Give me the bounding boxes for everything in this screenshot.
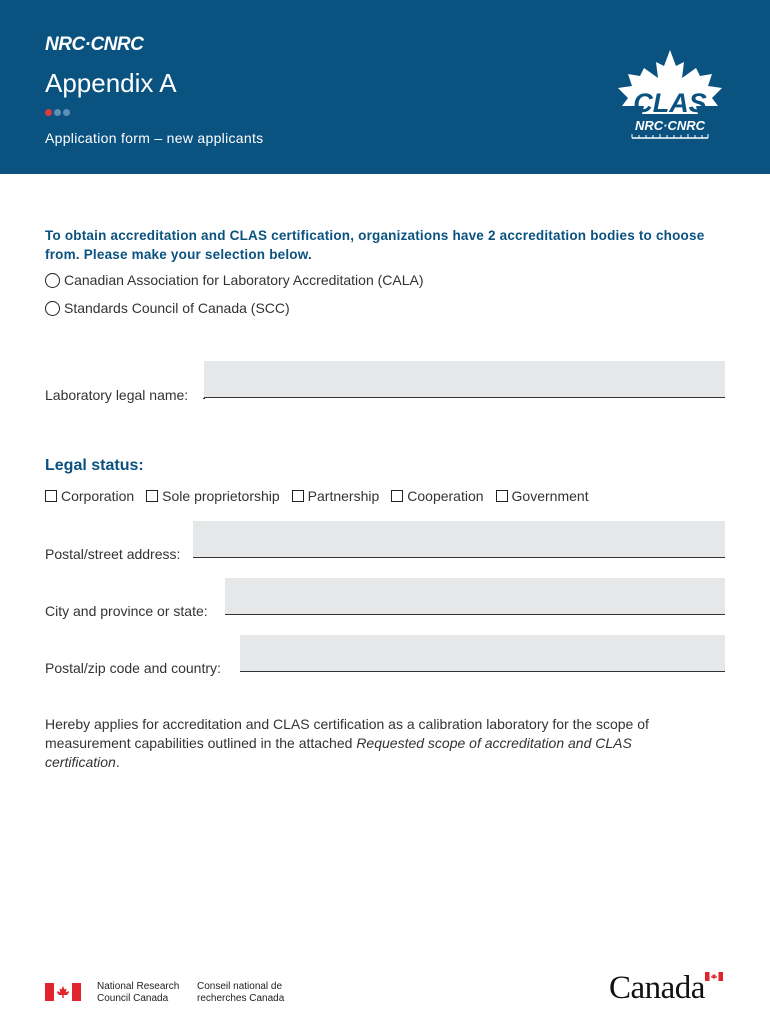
postal-field[interactable] [240,635,725,672]
radio-label: Standards Council of Canada (SCC) [64,300,290,316]
page-title: Appendix A [45,68,177,98]
checkbox-partnership[interactable] [292,488,380,504]
clas-logo-sub: NRC·CNRC [634,118,706,133]
footer-en-line1: National Research [97,981,180,992]
checkbox-cooperation[interactable] [391,488,483,504]
checkbox[interactable] [496,490,508,502]
legal-name-field[interactable] [204,361,725,398]
statement-end: . [115,754,120,770]
page-header [0,0,770,174]
footer-fr-line2: recherches Canada [197,993,285,1004]
checkbox-label: Sole proprietorship [162,488,280,504]
footer-en-line2: Council Canada [97,993,169,1004]
footer-fr-name [197,981,284,1005]
checkbox[interactable] [146,490,158,502]
clas-logo-main: CLAS [633,88,707,118]
dot-inactive [63,109,70,116]
checkbox-label: Corporation [61,488,135,504]
checkbox[interactable] [45,490,57,502]
checkbox[interactable] [391,490,403,502]
checkbox-corporation[interactable] [45,488,134,504]
checkbox-sole-proprietorship[interactable] [146,488,280,504]
radio-button[interactable] [45,301,60,316]
legal-status-heading: Legal status: [45,457,144,474]
checkbox-label: Cooperation [407,488,484,504]
clas-logo [612,48,728,144]
legal-status-options [45,488,601,504]
dot-active [45,109,52,116]
checkbox-government[interactable] [496,488,589,504]
footer-fr-line1: Conseil national de [197,981,283,992]
canada-wordmark: Canada [609,970,705,1006]
radio-label: Canadian Association for Laboratory Accreditation (CALA) [64,272,424,288]
statement-emphasis: Requested scope of accreditation and CLAS certification [45,735,632,770]
page-subtitle: Application form – new applicants [45,130,264,146]
address-label: Postal/street address: [45,546,181,562]
city-field[interactable] [225,578,725,615]
statement-text: Hereby applies for accreditation and CLAS certification as a calibration laboratory for the scope of measurement capabilities outlined in the attached [45,716,649,751]
progress-dots [45,109,70,116]
radio-button[interactable] [45,273,60,288]
radio-option-cala[interactable] [45,272,424,288]
legal-name-underline [203,398,205,399]
wordmark-flag-icon [705,972,723,981]
checkbox[interactable] [292,490,304,502]
city-label: City and province or state: [45,603,208,619]
footer-en-name [97,981,179,1005]
nrc-logo: NRC·CNRC [45,34,144,55]
legal-name-label: Laboratory legal name: [45,387,189,403]
canada-flag-icon [45,983,81,1001]
checkbox-label: Partnership [307,488,380,504]
dot-inactive [54,109,61,116]
intro-text: To obtain accreditation and CLAS certification, organizations have 2 accreditation bodies to choose from. Please make your selection below. [45,228,705,262]
checkbox-label: Government [511,488,589,504]
application-statement [45,715,695,772]
postal-label: Postal/zip code and country: [45,660,221,676]
radio-option-scc[interactable] [45,300,290,316]
address-field[interactable] [193,521,725,558]
